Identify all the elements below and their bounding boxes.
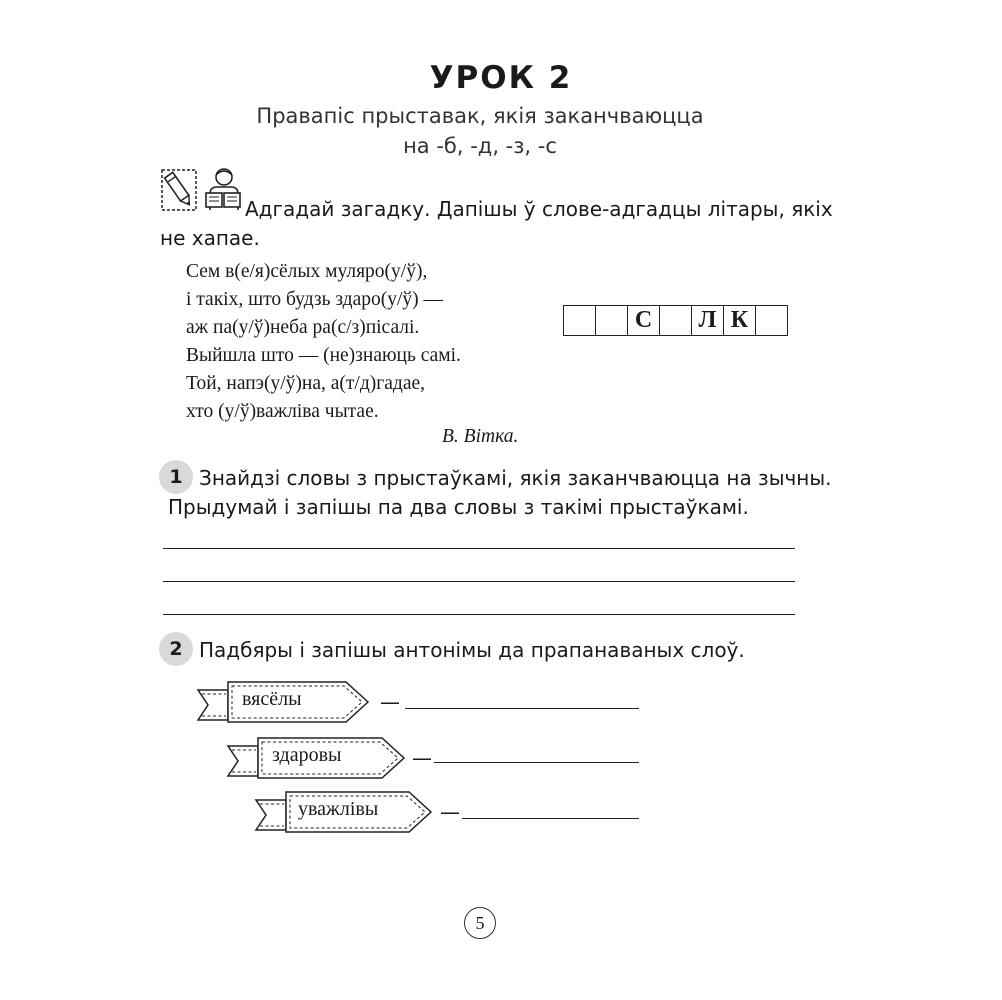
answer-cell[interactable]: К [724,305,756,336]
subtitle-line-1: Правапіс прыставак, якія заканчваюцца [256,104,704,128]
word-tag [196,680,371,724]
task-2-number: 2 [159,632,193,666]
answer-cell[interactable] [564,305,596,336]
word-tag-label: вясёлы [242,688,302,710]
pencil-icon [160,166,198,218]
page-number: 5 [464,907,496,939]
reading-child-icon [203,166,243,218]
riddle-poem [186,258,461,426]
poem-line: хто (у/ў)важліва чытае. [186,401,379,422]
task-1-text-line-1: Знайдзі словы з прыстаўкамі, якія заканчваюцца на зычны. [199,466,832,490]
poem-line: і такіх, што будзь здаро(у/ў) — [186,289,444,310]
subtitle-line-2: на -б, -д, -з, -с [403,134,557,158]
riddle-instruction-line-2: не хапае. [160,226,260,250]
answer-line[interactable] [163,581,795,582]
dash: — [380,690,400,714]
answer-line[interactable] [462,818,639,819]
answer-line[interactable] [163,548,795,549]
riddle-instruction-line-1: Адгадай загадку. Дапішы ў слове-адгадцы літары, якіх [245,197,833,221]
task-2-text: Падбяры і запішы антонімы да прапанаваных слоў. [199,638,745,662]
answer-cell[interactable]: С [628,305,660,336]
poem-author: В. Вітка. [442,426,519,447]
word-tag [254,790,434,834]
task-1-number: 1 [159,460,193,494]
word-tag [226,736,407,780]
answer-grid [563,305,788,336]
word-tag-label: здаровы [272,744,342,766]
poem-line: аж па(у/ў)неба ра(с/з)пісалі. [186,317,420,338]
task-1-text-line-2: Прыдумай і запішы па два словы з такімі прыстаўкамі. [168,495,749,519]
poem-line: Той, напэ(у/ў)на, а(т/д)гадае, [186,373,426,394]
answer-cell[interactable] [660,305,692,336]
dash: — [412,746,432,770]
dash: — [440,800,460,824]
answer-cell[interactable] [596,305,628,336]
poem-line: Выйшла што — (не)знаюць самі. [186,345,461,366]
page-title: УРОК 2 [429,60,573,96]
answer-line[interactable] [405,708,639,709]
poem-line: Сем в(е/я)сёлых муляро(у/ў), [186,261,428,282]
word-tag-label: уважлівы [298,798,379,820]
answer-cell[interactable]: Л [692,305,724,336]
answer-line[interactable] [163,614,795,615]
answer-cell[interactable] [756,305,788,336]
answer-line[interactable] [434,762,639,763]
